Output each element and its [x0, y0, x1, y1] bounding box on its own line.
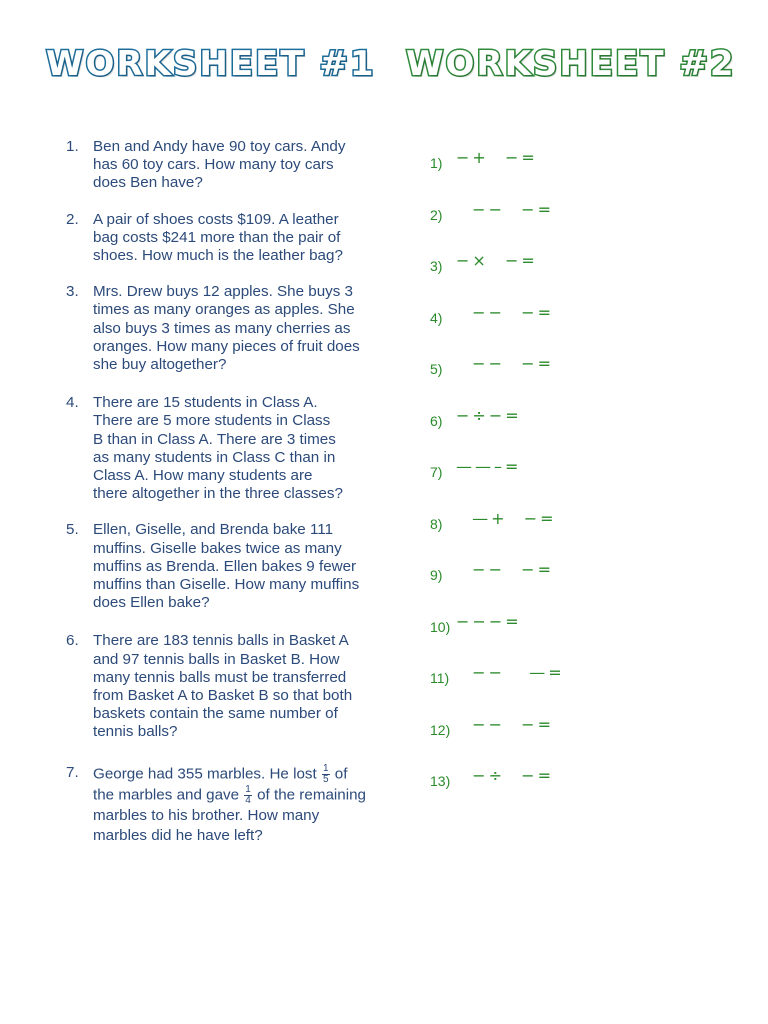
problem-text: of the marbles and gave	[93, 765, 348, 804]
problem-text: of the remaining marbles to his brother. How many marbles did he have left?	[93, 786, 367, 844]
problem-text: A pair of shoes costs $109. A leather bag costs $241 more than the pair of shoes. How much is the leather bag?	[93, 210, 343, 265]
exercise-label: 9)	[430, 567, 443, 583]
exercise-label: 8)	[430, 516, 443, 532]
problem-text: Ben and Andy have 90 toy cars. Andy has 60 toy cars. How many toy cars does Ben have?	[93, 138, 346, 192]
exercise-expression: −− —=	[456, 663, 565, 682]
problem-number: 1.	[66, 138, 79, 155]
exercise-expression: −× −=	[456, 251, 538, 270]
problem-text: There are 183 tennis balls in Basket A and 97 tennis balls in Basket B. How many tennis balls must be transferred from Basket A to Basket B so that both baskets contain the same number of tennis balls?	[93, 632, 353, 741]
problem-number: 6.	[66, 632, 79, 650]
problem-4	[66, 394, 366, 503]
exercise-label: 7)	[430, 464, 443, 480]
exercise-label: 6)	[430, 413, 443, 429]
exercise-expression: −−−=	[456, 612, 522, 631]
problem-2	[66, 211, 366, 266]
problem-number: 7.	[66, 763, 79, 781]
exercise-expression: ——–=	[456, 457, 522, 476]
exercise-expression: −− −=	[456, 354, 554, 373]
problem-text: Ellen, Giselle, and Brenda bake 111 muffins. Giselle bakes twice as many muffins as Brenda. Ellen bakes 9 fewer muffins than Giselle. How many muffins does Ellen bake?	[93, 521, 360, 612]
exercise-label: 13)	[430, 773, 451, 789]
problem-number: 5.	[66, 521, 79, 539]
exercise-expression: −− −=	[456, 560, 554, 579]
exercise-expression: −÷−=	[456, 406, 522, 425]
exercise-expression: −− −=	[456, 200, 554, 219]
worksheet-1-title: WORKSHEET #1	[46, 44, 376, 84]
problem-5	[66, 521, 366, 612]
problem-6	[66, 632, 366, 741]
problem-7	[66, 764, 366, 846]
exercise-expression: −+ −=	[456, 148, 538, 167]
fraction-one-fifth: $\frac{1}{5}$	[322, 762, 329, 785]
exercise-label: 12)	[430, 722, 451, 738]
word-problems-list	[66, 138, 366, 846]
exercise-expression: −− −=	[456, 303, 554, 322]
problem-1	[66, 138, 366, 193]
exercise-label: 11)	[430, 670, 450, 686]
exercise-expression: −÷ −=	[456, 766, 554, 785]
exercise-label: 1)	[430, 155, 443, 171]
exercise-label: 5)	[430, 361, 443, 377]
exercise-label: 4)	[430, 310, 443, 326]
problem-number: 2.	[66, 210, 79, 228]
problem-3	[66, 283, 366, 374]
problem-number: 4.	[66, 394, 79, 412]
exercise-expression: −− −=	[456, 715, 554, 734]
exercise-label: 10)	[430, 619, 451, 635]
exercise-label: 2)	[430, 207, 443, 223]
problem-text: Mrs. Drew buys 12 apples. She buys 3 times as many oranges as apples. She also buys 3 times as many cherries as oranges. How many pieces of fruit does she buy altogether?	[93, 283, 360, 374]
exercise-expression: —+ −=	[456, 509, 557, 528]
problem-number: 3.	[66, 283, 79, 301]
exercise-label: 3)	[430, 258, 443, 274]
fraction-one-quarter: $\frac{1}{4}$	[245, 783, 251, 806]
problem-text-continued: there altogether in the three classes?	[93, 485, 343, 503]
worksheet-2-title: WORKSHEET #2	[406, 44, 736, 84]
problem-text: There are 15 students in Class A. There are 5 more students in Class B than in Class A. There are 3 times as many students in Class C than in Class A. How many students are	[93, 394, 336, 485]
problem-text: George had 355 marbles. He lost	[93, 765, 317, 783]
